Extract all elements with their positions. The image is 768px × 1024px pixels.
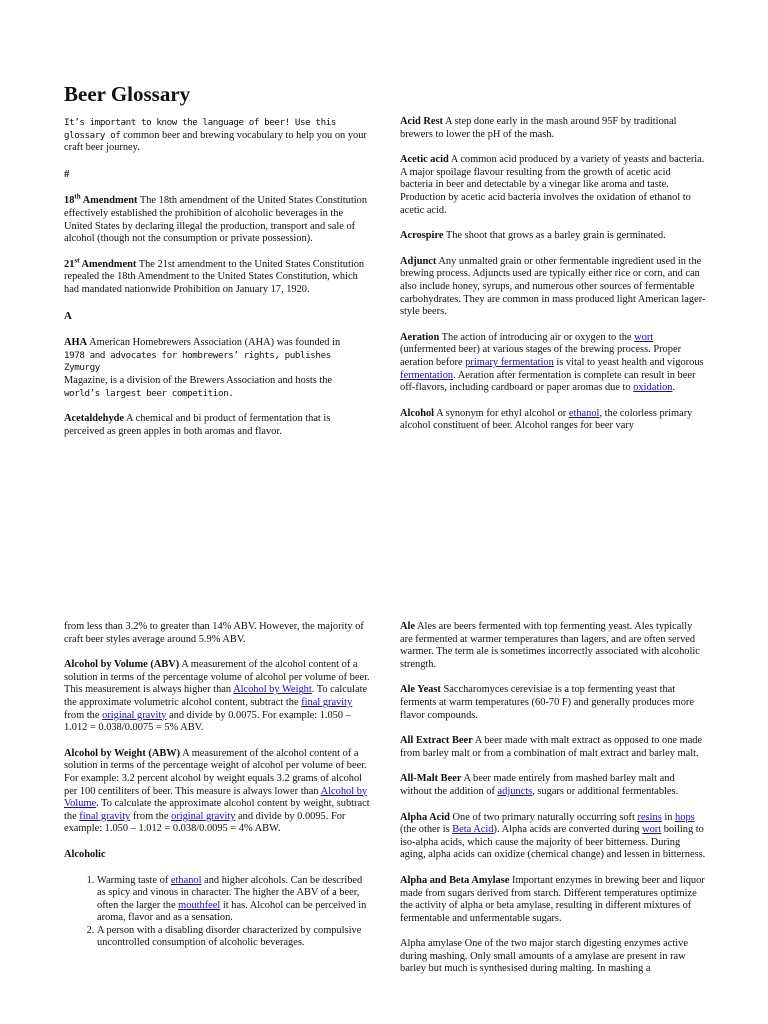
link-final-gravity[interactable]: final gravity — [79, 810, 131, 822]
link-oxidation[interactable]: oxidation — [633, 382, 673, 394]
link-original-gravity[interactable]: original gravity — [171, 810, 236, 822]
page-title: Beer Glossary — [64, 82, 191, 106]
page-2 — [0, 600, 768, 1024]
entry-acrospire: Acrospire The shoot that grows as a barley grain is germinated. — [400, 230, 666, 242]
intro-line-1: It’s important to know the language of beer! Use this glossary of — [64, 117, 336, 141]
entry-term: Ale Yeast — [400, 684, 441, 696]
entry-term: Alpha Acid — [400, 811, 450, 823]
link-primary-fermentation[interactable]: primary fermentation — [465, 356, 554, 368]
entry-term: Acetaldehyde — [64, 413, 125, 425]
entry-aha: AHA American Homebrewers Association (AHA) was founded in 1978 and advocates for hombrewers’ rights, publishes Zymurgy Magazine, is a division of the Brewers Association and hosts the world’s largest beer competition. — [64, 337, 341, 399]
intro-paragraph — [64, 117, 370, 155]
entry-alcohol: Alcohol A synonym for ethyl alcohol or ethanol, the colorless primary alcohol constituent of beer. Alcohol ranges for beer vary — [400, 407, 693, 432]
list-item: 2. A person with a disabling disorder characterized by compulsive uncontrolled consumption of alcoholic beverages. — [97, 925, 370, 950]
entry-term: Acetic acid — [400, 154, 449, 166]
link-wort[interactable]: wort — [642, 824, 662, 836]
entry-term: Adjunct — [400, 255, 437, 267]
section-header-a: A — [64, 309, 72, 322]
link-wort[interactable]: wort — [634, 331, 654, 343]
entry-18th-amendment: 18th Amendment The 18th amendment of the United States Constitution effectively established the prohibition of alcoholic beverages in the United States by declaring illegal the production, transport and sale of alcohol (though not the consumption or private possession). — [64, 192, 368, 245]
entry-all-extract-beer: All Extract Beer A beer made with malt extract as opposed to one made from barley malt or from a combination of malt extract and barley malt. — [400, 735, 703, 759]
link-mouthfeel[interactable]: mouthfeel — [178, 899, 221, 911]
link-alcohol-by-volume[interactable]: Alcohol by Volume — [64, 785, 368, 810]
link-ethanol[interactable]: ethanol — [170, 874, 202, 886]
entry-term: AHA — [64, 337, 88, 349]
entry-aeration: Aeration The action of introducing air or oxygen to the wort (unfermented beer) at various stages of the brewing process. Proper aeration before primary fermentation is vital to yeast health and vigorous fermentation. Aeration after fermentation is complete can result in beer off-flavors, including cardboard or paper aromas due to oxidation. — [400, 331, 704, 394]
entry-alcohol-continued: from less than 3.2% to greater than 14% ABV. However, the majority of craft beer styles average around 5.9% ABV. — [64, 621, 364, 645]
link-alcohol-by-weight[interactable]: Alcohol by Weight — [233, 684, 312, 696]
entry-all-malt-beer: All-Malt Beer A beer made entirely from mashed barley malt and without the addition of adjuncts, sugars or additional fermentables. — [400, 773, 679, 797]
entry-alcoholic — [64, 849, 370, 862]
entry-term: Alcohol by Weight (ABW) — [64, 747, 181, 759]
link-hops[interactable]: hops — [675, 811, 695, 823]
page-1-right-column — [400, 116, 706, 446]
entry-abv: Alcohol by Volume (ABV) A measurement of the alcohol content of a solution in terms of the percentage volume of alcohol per volume of beer. This measurement is always higher than Alcohol by Weight. To calculate the approximate volumetric alcohol content, subtract the final gravity from the original gravity and divide by 0.0075. For example: 1.050 – 1.012 = 0.038/0.0075 = 5% ABV. — [64, 659, 370, 734]
entry-abw: Alcohol by Weight (ABW) A measurement of the alcohol content of a solution in terms of the percentage weight of alcohol per volume of beer. For example: 3.2 percent alcohol by weight equals 3.2 grams of alcohol per 100 centiliters of beer. This measure is always lower than Alcohol by Volume. To calculate the approximate alcohol content by weight, subtract the final gravity from the original gravity and divide by 0.0095. For example: 1.050 – 1.012 = 0.038/0.0095 = 4% ABW. — [64, 747, 370, 835]
entry-acetaldehyde: Acetaldehyde A chemical and bi product of fermentation that is perceived as green apples in both aromas and flavor. — [64, 413, 331, 437]
entry-term: All Extract Beer — [400, 735, 473, 747]
link-final-gravity[interactable]: final gravity — [301, 696, 353, 708]
list-item: 1. Warming taste of ethanol and higher alcohols. Can be described as spicy and vinous in character. The higher the ABV of a beer, often the larger the mouthfeel it has. Alcohol can be perceived in aroma, flavor and as a sensation. — [97, 875, 370, 925]
link-fermentation[interactable]: fermentation — [400, 369, 454, 381]
entry-alpha-amylase: Alpha amylase One of the two major starch digesting enzymes active during mashing. Only small amounts of a amylase are present in raw barley but much is synthesised during malting. In mashing a — [400, 938, 688, 975]
entry-term: Alcohol by Volume (ABV) — [64, 659, 180, 671]
link-beta-acid[interactable]: Beta Acid — [452, 824, 494, 836]
entry-term: All-Malt Beer — [400, 773, 462, 785]
page-2-right-column — [400, 621, 706, 989]
entry-term: 18th Amendment — [64, 192, 138, 207]
entry-alpha-acid: Alpha Acid One of two primary naturally occurring soft resins in hops (the other is Beta Acid). Alpha acids are converted during wort boiling to iso-alpha acids, which cause the majority of beer bitterness. During aging, alpha acids can oxidize (chemical change) and lessen in bitterness. — [400, 811, 706, 861]
entry-alpha-beta-amylase: Alpha and Beta Amylase Important enzymes in brewing beer and liquor made from sugars derived from starch. Different temperatures optimize the activity of alpha or beta amylase, resulting in different mixtures of fermentable and unfermentable sugars. — [400, 874, 705, 924]
link-adjuncts[interactable]: adjuncts — [497, 785, 533, 797]
intro-rest: common beer and brewing vocabulary to help you on your craft beer journey. — [64, 129, 367, 154]
entry-acid-rest: Acid Rest A step done early in the mash around 95F by traditional brewers to lower the pH of the mash. — [400, 116, 677, 140]
entry-adjunct: Adjunct Any unmalted grain or other fermentable ingredient used in the brewing process. Adjuncts used are typically either rice or corn, and can also include honey, syrups, and numerous other sources of fermentable carbohydrates. They are common in mass produced light American lager-style beers. — [400, 255, 706, 318]
entry-term: 21st Amendment — [64, 256, 137, 270]
page-1-left-column — [64, 82, 370, 451]
page-2-left-column — [64, 621, 370, 950]
link-original-gravity[interactable]: original gravity — [102, 709, 167, 721]
entry-term: Acid Rest — [400, 116, 443, 127]
entry-term: Acrospire — [400, 230, 444, 242]
entry-acetic-acid: Acetic acid A common acid produced by a variety of yeasts and bacteria. A major spoilage flavour resulting from the growth of acetic acid bacteria in beer and detectable by a vinegar like aroma and taste. Production by acetic acid bacteria involves the oxidation of ethanol to acetic acid. — [400, 154, 705, 216]
entry-ale: Ale Ales are beers fermented with top fermenting yeast. Ales typically are fermented at warmer temperatures than lagers, and are often served warmer. The term ale is sometimes incorrectly associated with alcoholic strength. — [400, 621, 700, 670]
entry-ale-yeast: Ale Yeast Saccharomyces cerevisiae is a top fermenting yeast that ferments at warm temperatures (60-70 F) and generally produces more flavor compounds. — [400, 684, 695, 721]
entry-term: Ale — [400, 621, 416, 632]
entry-term: Aeration — [400, 331, 440, 343]
entry-term: Alcoholic — [64, 848, 106, 860]
entry-21st-amendment: 21st Amendment The 21st amendment to the United States Constitution repealed the 18th Amendment to the United States Constitution, which had mandated nationwide Prohibition on January 17, 1920. — [64, 256, 365, 295]
entry-term: Alpha and Beta Amylase — [400, 874, 510, 886]
entry-term: Alcohol — [400, 407, 435, 419]
alcoholic-definitions-list — [64, 875, 370, 951]
link-resins[interactable]: resins — [637, 811, 662, 823]
link-ethanol[interactable]: ethanol — [568, 407, 600, 419]
section-header-hash: # — [64, 167, 70, 180]
